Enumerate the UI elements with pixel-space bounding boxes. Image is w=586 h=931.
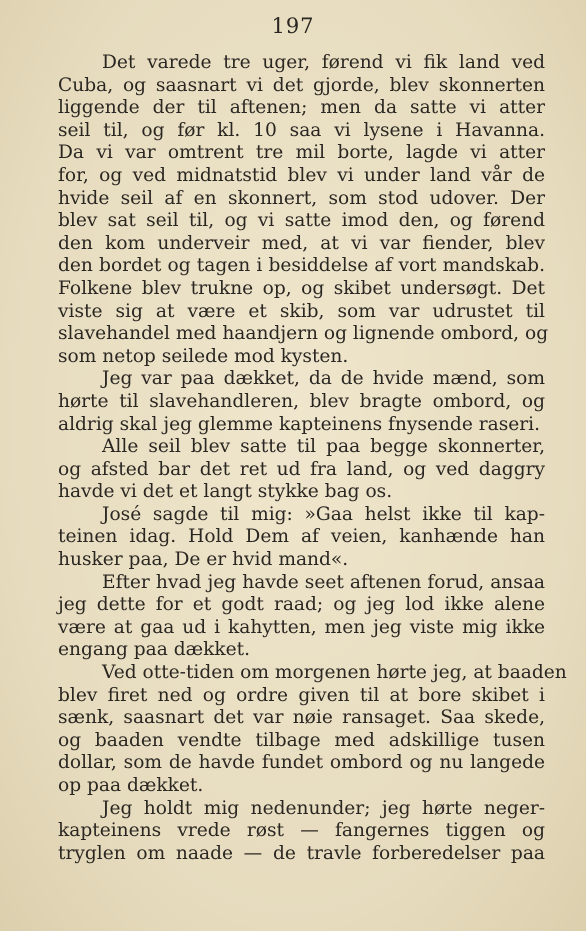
- text-line: dollar, som de havde fundet ombord og nu langede: [58, 752, 545, 774]
- text-line: liggende der til aftenen; men da satte vi atter: [58, 97, 545, 119]
- text-line: aldrig skal jeg glemme kapteinens fnysende raseri.: [58, 413, 540, 435]
- text-line: havde vi det et langt stykke bag os.: [58, 481, 393, 503]
- text-line: Det varede tre uger, førend vi fik land ved: [102, 52, 545, 73]
- page-number: 197: [271, 14, 315, 38]
- text-line: som netop seilede mod kysten.: [58, 345, 349, 367]
- text-line: Ved otte-tiden om morgenen hørte jeg, at baaden: [102, 662, 567, 684]
- text-line: sænk, saasnart det var nøie ransaget. Saa skede,: [58, 707, 545, 729]
- body-text: [58, 52, 567, 865]
- text-line: seil til, og før kl. 10 saa vi lysene i Havanna.: [58, 119, 545, 141]
- text-line: jeg dette for et godt raad; og jeg lod ikke alene: [58, 594, 545, 616]
- text-line: husker paa, De er hvid mand«.: [58, 549, 349, 571]
- text-line: og afsted bar det ret ud fra land, og ved daggry: [58, 458, 545, 480]
- text-line: Folkene blev trukne op, og skibet undersøgt. Det: [58, 277, 545, 299]
- text-line: Alle seil blev satte til paa begge skonnerter,: [102, 436, 545, 458]
- text-line: blev firet ned og ordre given til at bore skibet i: [58, 684, 545, 706]
- text-line: den bordet og tagen i besiddelse af vort mandskab.: [58, 255, 545, 277]
- text-line: slavehandel med haandjern og lignende ombord, og: [58, 323, 549, 345]
- text-line: Efter hvad jeg havde seet aftenen forud, ansaa: [102, 571, 545, 593]
- text-line: og baaden vendte tilbage med adskillige tusen: [58, 729, 545, 751]
- text-line: for, og ved midnatstid blev vi under land vår de: [58, 164, 545, 186]
- text-line: teinen idag. Hold Dem af veien, kanhænde han: [58, 526, 545, 548]
- text-line: kapteinens vrede røst — fangernes tiggen og: [58, 820, 545, 842]
- text-line: hørte til slavehandleren, blev bragte ombord, og: [58, 390, 545, 412]
- text-line: Jeg holdt mig nedenunder; jeg hørte neger-: [102, 797, 545, 819]
- text-line: José sagde til mig: »Gaa helst ikke til kap-: [102, 503, 545, 525]
- text-line: Da vi var omtrent tre mil borte, lagde vi atter: [58, 142, 545, 164]
- text-line: den kom underveir med, at vi var fiender, blev: [58, 232, 545, 254]
- text-line: blev sat seil til, og vi satte imod den, og førend: [58, 210, 545, 232]
- text-line: være at gaa ud i kahytten, men jeg viste mig ikke: [58, 616, 545, 638]
- text-line: Cuba, og saasnart vi det gjorde, blev skonnerten: [58, 74, 545, 96]
- text-line: op paa dækket.: [58, 775, 204, 796]
- text-line: engang paa dækket.: [58, 639, 251, 661]
- text-line: viste sig at være et skib, som var udrustet til: [58, 300, 545, 322]
- text-line: tryglen om naade — de travle forberedelser paa: [58, 842, 545, 864]
- text-line: Jeg var paa dækket, da de hvide mænd, som: [102, 368, 545, 390]
- text-line: hvide seil af en skonnert, som stod udover. Der: [58, 187, 545, 209]
